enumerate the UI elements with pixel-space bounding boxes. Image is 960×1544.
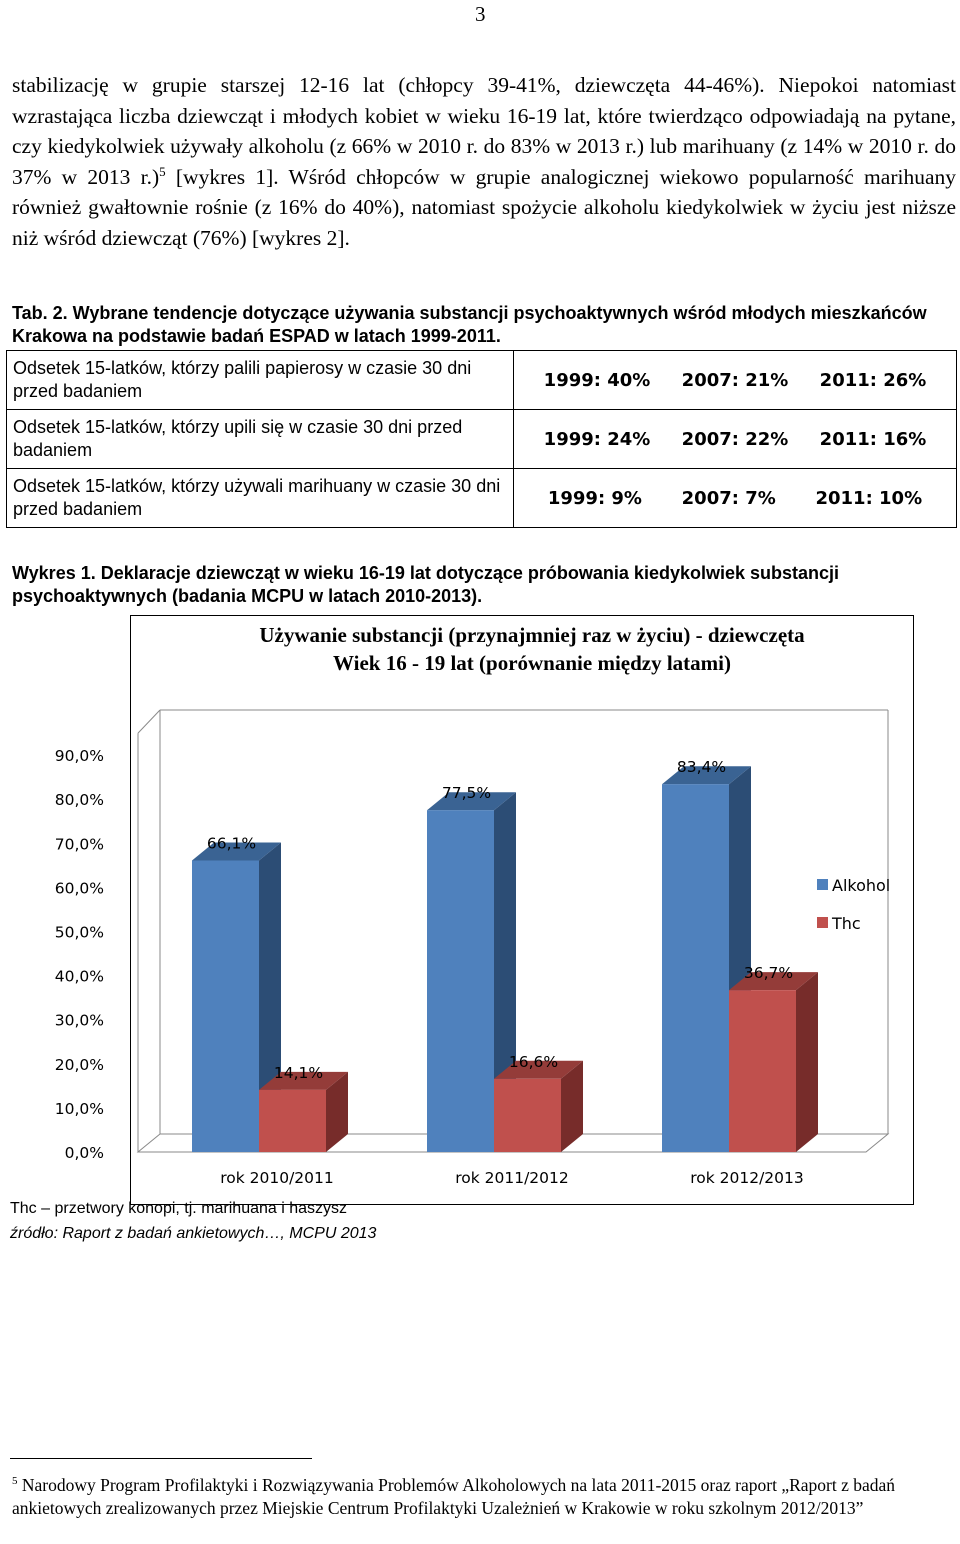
data-label: 66,1% (206, 834, 257, 853)
data-label: 77,5% (441, 784, 492, 803)
footnote-marker: 5 (12, 1475, 18, 1487)
value-1999: 1999: 24% (543, 428, 651, 450)
x-tick-label: rok 2012/2013 (690, 1169, 804, 1187)
y-tick-label: 20,0% (54, 1055, 104, 1074)
legend-label-thc: Thc (832, 914, 861, 933)
y-tick-label: 80,0% (54, 791, 104, 810)
y-tick-label: 60,0% (54, 879, 104, 898)
value-2011: 2011: 10% (815, 487, 923, 509)
data-label: 16,6% (508, 1052, 559, 1071)
y-tick-label: 50,0% (54, 923, 104, 942)
footnote (12, 1470, 947, 1521)
value-2011: 2011: 26% (819, 369, 927, 391)
side-wall-top (138, 710, 160, 733)
source-note: źródło: Raport z badań ankietowych…, MCPU 2013 (10, 1225, 377, 1242)
legend-swatch-alkohol (817, 879, 828, 890)
data-label: 14,1% (273, 1063, 324, 1082)
y-tick-label: 90,0% (54, 747, 104, 766)
bar-alkohol (662, 784, 729, 1152)
x-tick-label: rok 2010/2011 (220, 1169, 334, 1187)
y-tick-label: 10,0% (54, 1099, 104, 1118)
bar-alkohol (427, 810, 494, 1152)
bar-side-thc (796, 972, 818, 1152)
bar-thc (259, 1090, 326, 1152)
footnote-separator (10, 1458, 312, 1459)
y-tick-label: 70,0% (54, 835, 104, 854)
row-label: Odsetek 15-latków, którzy palili papierosy w czasie 30 dni przed badaniem (7, 351, 514, 410)
table-caption: Tab. 2. Wybrane tendencje dotyczące używania substancji psychoaktywnych wśród młodych mieszkańców Krakowa na podstawie badań ESPAD w latach 1999-2011. (12, 303, 927, 346)
y-tick-label: 0,0% (64, 1144, 104, 1162)
legend-swatch-thc (817, 917, 828, 928)
footnote-text: Narodowy Program Profilaktyki i Rozwiązywania Problemów Alkoholowych na lata 2011-2015 oraz raport „Raport z badań ankietowych zrealizowanych przez Miejskie Centrum Profilaktyki Uzależnień w Krakowie w roku szkolnym 2012/2013” (12, 1474, 896, 1519)
y-tick-label: 30,0% (54, 1011, 104, 1030)
chart-title: Używanie substancji (przynajmniej raz w życiu) - dziewczęta (259, 623, 805, 647)
value-1999: 1999: 40% (543, 369, 651, 391)
value-1999: 1999: 9% (547, 487, 642, 509)
chart-subtitle: Wiek 16 - 19 lat (porównanie między latami) (333, 651, 731, 675)
bar-thc (494, 1079, 561, 1152)
row-label: Odsetek 15-latków, którzy używali marihuany w czasie 30 dni przed badaniem (7, 469, 514, 528)
value-2007: 2007: 21% (681, 369, 789, 391)
paragraph-text-2: [wykres 1]. Wśród chłopców w grupie analogicznej wiekowo popularność marihuany również gwałtownie rośnie (z 16% do 40%), natomiast spożycie alkoholu kiedykolwiek w życiu jest niższe niż wśród dziewcząt (76%) [wykres 2]. (12, 164, 956, 250)
value-2007: 2007: 7% (681, 487, 776, 509)
row-label: Odsetek 15-latków, którzy upili się w czasie 30 dni przed badaniem (7, 410, 514, 469)
value-2007: 2007: 22% (681, 428, 789, 450)
bar-alkohol (192, 860, 259, 1152)
bar-thc (729, 990, 796, 1152)
footnote-reference: 5 (159, 163, 166, 179)
legend-label-alkohol: Alkohol (832, 876, 891, 895)
figure-caption: Wykres 1. Deklaracje dziewcząt w wieku 16-19 lat dotyczące próbowania kiedykolwiek substancji psychoaktywnych (badania MCPU w latach 2010-2013). (12, 563, 840, 606)
thc-note: Thc – przetwory konopi, tj. marihuana i haszysz (10, 1200, 348, 1217)
x-tick-label: rok 2011/2012 (455, 1169, 569, 1187)
y-tick-label: 40,0% (54, 967, 104, 986)
value-2011: 2011: 16% (819, 428, 927, 450)
data-label: 36,7% (743, 964, 794, 983)
data-label: 83,4% (676, 758, 727, 777)
page-number: 3 (475, 2, 486, 26)
paragraph-text-1: stabilizację w grupie starszej 12-16 lat (chłopcy 39-41%, dziewczęta 44-46%). Niepokoi natomiast wzrastająca liczba dziewcząt i młodych kobiet w wieku 16-19 lat, które twierdząco odpowiadają na pytane, czy kiedykolwiek używały alkoholu (z 66% w 2010 r. do 83% w 2013 r.) lub marihuany (z 14% w 2010 r. do 37% w 2013 r.) (12, 73, 956, 189)
